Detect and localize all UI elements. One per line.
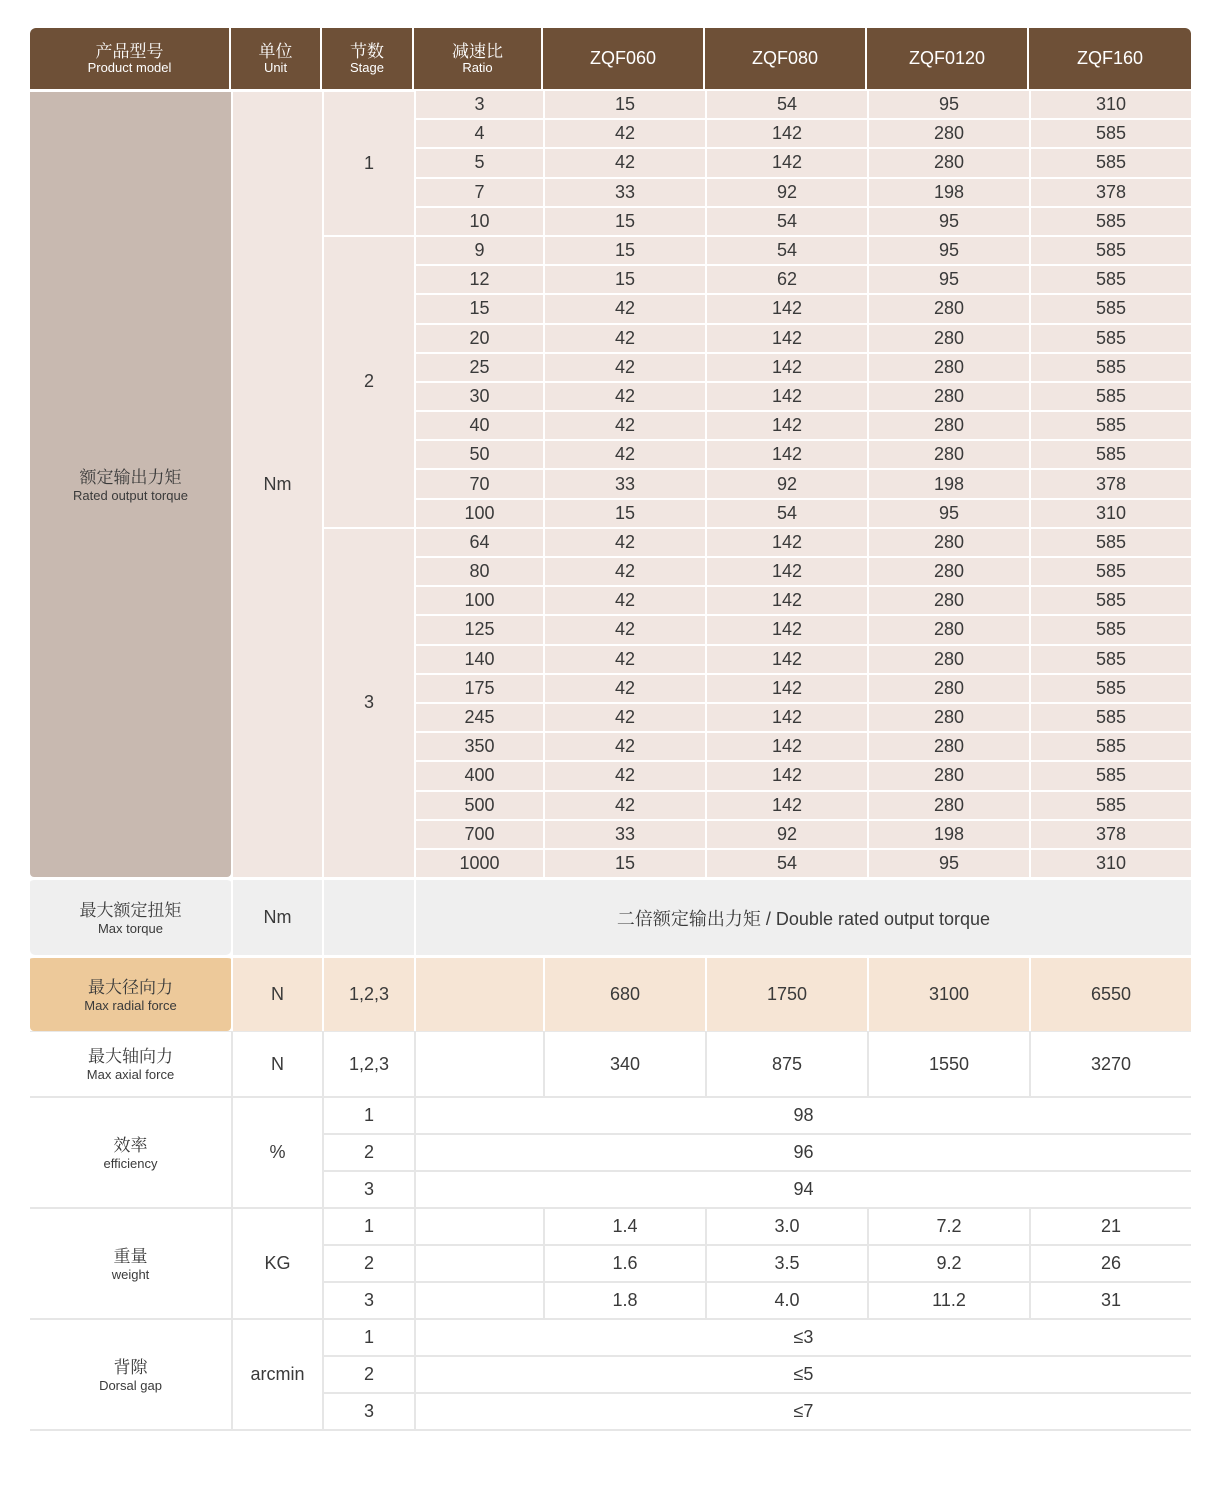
header-model-zqf0120: ZQF0120 — [867, 28, 1029, 89]
ratio-cell: 4 — [414, 118, 543, 147]
torque-value-cell: 280 — [867, 381, 1029, 410]
ratio-cell: 700 — [414, 819, 543, 848]
torque-value-cell: 585 — [1029, 673, 1191, 702]
backlash-stage: 1 — [322, 1320, 414, 1357]
header-label-en: Product model — [87, 60, 172, 75]
torque-value-cell: 585 — [1029, 439, 1191, 468]
torque-value-cell: 198 — [867, 468, 1029, 497]
weight-value: 26 — [1029, 1246, 1191, 1283]
header-label-en: Stage — [350, 60, 384, 75]
torque-value-cell: 280 — [867, 410, 1029, 439]
weight-value: 7.2 — [867, 1209, 1029, 1246]
row-label-cn: 额定输出力矩 — [79, 467, 182, 487]
weight-ratio — [414, 1209, 543, 1246]
rated-torque-label — [30, 89, 231, 877]
ratio-cell: 100 — [414, 498, 543, 527]
torque-value-cell: 42 — [543, 352, 705, 381]
ratio-cell: 7 — [414, 177, 543, 206]
torque-value-cell: 54 — [705, 206, 867, 235]
torque-value-cell: 280 — [867, 556, 1029, 585]
ratio-cell: 350 — [414, 731, 543, 760]
torque-value-cell: 378 — [1029, 819, 1191, 848]
ratio-cell: 400 — [414, 760, 543, 789]
max-torque-row — [30, 877, 1191, 955]
efficiency-stage: 3 — [322, 1172, 414, 1209]
torque-value-cell: 142 — [705, 293, 867, 322]
row-label-en: Rated output torque — [73, 487, 188, 503]
max-radial-unit: N — [231, 955, 322, 1031]
backlash-row — [30, 1320, 1191, 1357]
torque-value-cell: 142 — [705, 527, 867, 556]
weight-value: 1.4 — [543, 1209, 705, 1246]
torque-value-cell: 42 — [543, 673, 705, 702]
max-torque-stage — [322, 877, 414, 955]
torque-value-cell: 585 — [1029, 644, 1191, 673]
max-axial-value: 1550 — [867, 1031, 1029, 1098]
max-radial-row — [30, 955, 1191, 1031]
torque-value-cell: 585 — [1029, 323, 1191, 352]
torque-value-cell: 585 — [1029, 614, 1191, 643]
ratio-cell: 245 — [414, 702, 543, 731]
weight-unit: KG — [231, 1209, 322, 1320]
header-model-zqf160: ZQF160 — [1029, 28, 1191, 89]
torque-value-cell: 142 — [705, 147, 867, 176]
backlash-label — [30, 1320, 231, 1431]
torque-value-cell: 33 — [543, 819, 705, 848]
header-row — [30, 28, 1191, 89]
max-axial-value: 340 — [543, 1031, 705, 1098]
header-model-zqf080: ZQF080 — [705, 28, 867, 89]
max-torque-value: 二倍额定输出力矩 / Double rated output torque — [414, 877, 1191, 955]
max-radial-stage: 1,2,3 — [322, 955, 414, 1031]
torque-value-cell: 585 — [1029, 527, 1191, 556]
torque-value-cell: 280 — [867, 614, 1029, 643]
row-label-cn: 最大轴向力 — [88, 1047, 173, 1067]
header-product-model — [30, 28, 231, 89]
torque-value-cell: 95 — [867, 235, 1029, 264]
torque-value-cell: 95 — [867, 89, 1029, 118]
ratio-cell: 125 — [414, 614, 543, 643]
torque-value-cell: 42 — [543, 644, 705, 673]
torque-value-cell: 280 — [867, 147, 1029, 176]
torque-value-cell: 42 — [543, 585, 705, 614]
header-label-cn: 节数 — [350, 42, 384, 61]
ratio-cell: 80 — [414, 556, 543, 585]
weight-value: 3.0 — [705, 1209, 867, 1246]
torque-value-cell: 585 — [1029, 264, 1191, 293]
torque-value-cell: 585 — [1029, 410, 1191, 439]
torque-value-cell: 142 — [705, 381, 867, 410]
torque-value-cell: 585 — [1029, 585, 1191, 614]
torque-value-cell: 42 — [543, 410, 705, 439]
stage-cell: 1 — [322, 89, 414, 235]
torque-value-cell: 142 — [705, 702, 867, 731]
max-radial-ratio — [414, 955, 543, 1031]
torque-value-cell: 142 — [705, 410, 867, 439]
backlash-value: ≤7 — [414, 1394, 1191, 1431]
torque-value-cell: 280 — [867, 585, 1029, 614]
weight-value: 1.8 — [543, 1283, 705, 1320]
row-label-en: Max torque — [97, 920, 164, 936]
efficiency-value: 96 — [414, 1135, 1191, 1172]
torque-value-cell: 62 — [705, 264, 867, 293]
torque-value-cell: 585 — [1029, 293, 1191, 322]
ratio-cell: 175 — [414, 673, 543, 702]
weight-value: 21 — [1029, 1209, 1191, 1246]
torque-value-cell: 142 — [705, 731, 867, 760]
torque-value-cell: 310 — [1029, 848, 1191, 877]
stage-cell: 2 — [322, 235, 414, 527]
row-label-en: Max radial force — [84, 997, 177, 1013]
plain-specs-section — [30, 1098, 1191, 1431]
row-label-cn: 效率 — [113, 1135, 148, 1155]
ratio-cell: 12 — [414, 264, 543, 293]
torque-value-cell: 280 — [867, 527, 1029, 556]
torque-value-cell: 42 — [543, 293, 705, 322]
torque-value-cell: 54 — [705, 235, 867, 264]
ratio-cell: 3 — [414, 89, 543, 118]
torque-value-cell: 42 — [543, 731, 705, 760]
efficiency-value: 98 — [414, 1098, 1191, 1135]
torque-value-cell: 42 — [543, 702, 705, 731]
torque-value-cell: 585 — [1029, 790, 1191, 819]
max-torque-unit: Nm — [231, 877, 322, 955]
backlash-value: ≤3 — [414, 1320, 1191, 1357]
torque-value-cell: 42 — [543, 760, 705, 789]
torque-value-cell: 280 — [867, 790, 1029, 819]
torque-value-cell: 95 — [867, 848, 1029, 877]
max-axial-row — [30, 1031, 1191, 1098]
torque-value-cell: 42 — [543, 147, 705, 176]
max-radial-value: 6550 — [1029, 955, 1191, 1031]
torque-value-cell: 42 — [543, 790, 705, 819]
torque-value-cell: 142 — [705, 323, 867, 352]
torque-value-cell: 142 — [705, 760, 867, 789]
torque-value-cell: 142 — [705, 352, 867, 381]
torque-value-cell: 15 — [543, 235, 705, 264]
weight-value: 31 — [1029, 1283, 1191, 1320]
header-label-en: Unit — [263, 60, 288, 75]
other-specs-section — [30, 877, 1191, 1098]
ratio-cell: 15 — [414, 293, 543, 322]
efficiency-unit: % — [231, 1098, 322, 1209]
ratio-cell: 50 — [414, 439, 543, 468]
torque-value-cell: 142 — [705, 439, 867, 468]
torque-value-cell: 142 — [705, 644, 867, 673]
backlash-unit: arcmin — [231, 1320, 322, 1431]
header-label-en: Ratio — [462, 60, 493, 75]
torque-value-cell: 585 — [1029, 702, 1191, 731]
torque-value-cell: 280 — [867, 118, 1029, 147]
weight-stage: 1 — [322, 1209, 414, 1246]
ratio-cell: 30 — [414, 381, 543, 410]
torque-value-cell: 15 — [543, 206, 705, 235]
max-radial-value: 1750 — [705, 955, 867, 1031]
torque-value-cell: 310 — [1029, 498, 1191, 527]
ratio-cell: 5 — [414, 147, 543, 176]
torque-value-cell: 142 — [705, 556, 867, 585]
rated-torque-row — [30, 89, 1191, 118]
torque-value-cell: 280 — [867, 760, 1029, 789]
efficiency-row — [30, 1098, 1191, 1135]
efficiency-label — [30, 1098, 231, 1209]
max-axial-ratio — [414, 1031, 543, 1098]
max-torque-label — [30, 877, 231, 955]
torque-value-cell: 280 — [867, 731, 1029, 760]
weight-value: 3.5 — [705, 1246, 867, 1283]
torque-value-cell: 92 — [705, 177, 867, 206]
torque-value-cell: 585 — [1029, 731, 1191, 760]
weight-label — [30, 1209, 231, 1320]
torque-value-cell: 280 — [867, 673, 1029, 702]
weight-value: 9.2 — [867, 1246, 1029, 1283]
torque-value-cell: 280 — [867, 352, 1029, 381]
ratio-cell: 25 — [414, 352, 543, 381]
ratio-cell: 64 — [414, 527, 543, 556]
header-label-cn: 单位 — [258, 42, 293, 61]
header-stage — [322, 28, 414, 89]
torque-value-cell: 42 — [543, 527, 705, 556]
torque-value-cell: 95 — [867, 498, 1029, 527]
torque-value-cell: 42 — [543, 439, 705, 468]
row-label-en: Max axial force — [86, 1067, 175, 1083]
torque-value-cell: 15 — [543, 848, 705, 877]
header-label-cn: 产品型号 — [95, 42, 164, 61]
torque-value-cell: 142 — [705, 118, 867, 147]
max-radial-label — [30, 955, 231, 1031]
max-axial-stage: 1,2,3 — [322, 1031, 414, 1098]
torque-value-cell: 585 — [1029, 118, 1191, 147]
torque-value-cell: 92 — [705, 468, 867, 497]
torque-value-cell: 585 — [1029, 147, 1191, 176]
max-axial-value: 875 — [705, 1031, 867, 1098]
torque-value-cell: 198 — [867, 177, 1029, 206]
torque-value-cell: 42 — [543, 556, 705, 585]
stage-cell: 3 — [322, 527, 414, 877]
torque-value-cell: 280 — [867, 293, 1029, 322]
torque-value-cell: 33 — [543, 177, 705, 206]
torque-value-cell: 15 — [543, 498, 705, 527]
rated-torque-section — [30, 89, 1191, 877]
torque-value-cell: 310 — [1029, 89, 1191, 118]
torque-value-cell: 142 — [705, 673, 867, 702]
efficiency-stage: 1 — [322, 1098, 414, 1135]
weight-value: 11.2 — [867, 1283, 1029, 1320]
spec-table — [30, 28, 1191, 1431]
torque-value-cell: 378 — [1029, 177, 1191, 206]
backlash-stage: 2 — [322, 1357, 414, 1394]
torque-value-cell: 142 — [705, 585, 867, 614]
torque-value-cell: 378 — [1029, 468, 1191, 497]
torque-value-cell: 585 — [1029, 235, 1191, 264]
header-label-cn: 减速比 — [452, 42, 503, 61]
torque-value-cell: 54 — [705, 89, 867, 118]
torque-value-cell: 280 — [867, 439, 1029, 468]
max-radial-value: 680 — [543, 955, 705, 1031]
ratio-cell: 100 — [414, 585, 543, 614]
torque-value-cell: 15 — [543, 89, 705, 118]
efficiency-value: 94 — [414, 1172, 1191, 1209]
torque-value-cell: 42 — [543, 323, 705, 352]
weight-row — [30, 1209, 1191, 1246]
torque-value-cell: 54 — [705, 848, 867, 877]
backlash-stage: 3 — [322, 1394, 414, 1431]
ratio-cell: 140 — [414, 644, 543, 673]
ratio-cell: 70 — [414, 468, 543, 497]
max-radial-value: 3100 — [867, 955, 1029, 1031]
rated-torque-unit: Nm — [231, 89, 322, 877]
weight-ratio — [414, 1283, 543, 1320]
torque-value-cell: 585 — [1029, 352, 1191, 381]
header-unit — [231, 28, 322, 89]
torque-value-cell: 280 — [867, 644, 1029, 673]
torque-value-cell: 92 — [705, 819, 867, 848]
torque-value-cell: 15 — [543, 264, 705, 293]
torque-value-cell: 142 — [705, 614, 867, 643]
torque-value-cell: 95 — [867, 206, 1029, 235]
torque-value-cell: 585 — [1029, 206, 1191, 235]
row-label-en: efficiency — [103, 1155, 158, 1171]
row-label-en: weight — [111, 1266, 150, 1282]
weight-value: 1.6 — [543, 1246, 705, 1283]
torque-value-cell: 95 — [867, 264, 1029, 293]
ratio-cell: 10 — [414, 206, 543, 235]
efficiency-stage: 2 — [322, 1135, 414, 1172]
weight-stage: 3 — [322, 1283, 414, 1320]
max-axial-label — [30, 1031, 231, 1098]
row-label-cn: 最大额定扭矩 — [79, 900, 182, 920]
ratio-cell: 500 — [414, 790, 543, 819]
torque-value-cell: 42 — [543, 381, 705, 410]
row-label-cn: 重量 — [113, 1246, 148, 1266]
row-label-cn: 最大径向力 — [88, 977, 173, 997]
torque-value-cell: 585 — [1029, 760, 1191, 789]
torque-value-cell: 33 — [543, 468, 705, 497]
torque-value-cell: 42 — [543, 118, 705, 147]
row-label-cn: 背隙 — [113, 1357, 148, 1377]
torque-value-cell: 585 — [1029, 556, 1191, 585]
ratio-cell: 9 — [414, 235, 543, 264]
ratio-cell: 20 — [414, 323, 543, 352]
torque-value-cell: 280 — [867, 702, 1029, 731]
torque-value-cell: 42 — [543, 614, 705, 643]
backlash-value: ≤5 — [414, 1357, 1191, 1394]
header-ratio — [414, 28, 543, 89]
max-axial-unit: N — [231, 1031, 322, 1098]
header-model-zqf060: ZQF060 — [543, 28, 705, 89]
max-axial-value: 3270 — [1029, 1031, 1191, 1098]
ratio-cell: 40 — [414, 410, 543, 439]
weight-stage: 2 — [322, 1246, 414, 1283]
torque-value-cell: 54 — [705, 498, 867, 527]
torque-value-cell: 280 — [867, 323, 1029, 352]
weight-value: 4.0 — [705, 1283, 867, 1320]
torque-value-cell: 142 — [705, 790, 867, 819]
row-label-en: Dorsal gap — [99, 1377, 162, 1393]
weight-ratio — [414, 1246, 543, 1283]
torque-value-cell: 198 — [867, 819, 1029, 848]
ratio-cell: 1000 — [414, 848, 543, 877]
torque-value-cell: 585 — [1029, 381, 1191, 410]
